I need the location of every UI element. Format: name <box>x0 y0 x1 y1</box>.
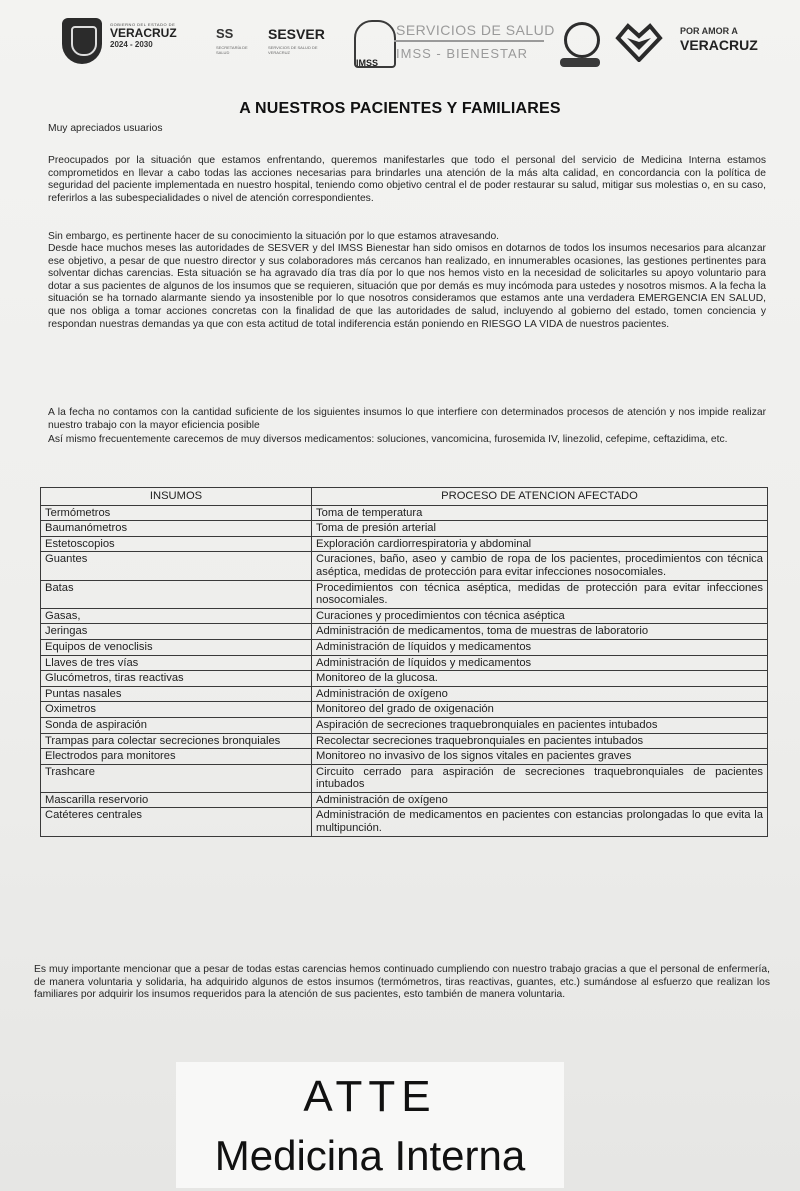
logo-strip <box>58 14 778 76</box>
insumo-cell: Trashcare <box>41 764 312 792</box>
insumo-cell: Electrodos para monitores <box>41 749 312 765</box>
table-row <box>41 608 768 624</box>
sesver-logo: SESVER <box>268 26 325 42</box>
insumo-cell: Oximetros <box>41 702 312 718</box>
supplies-table <box>40 487 768 837</box>
proceso-cell: Administración de medicamentos en pacientes con estancias prolongadas lo que evita la multipunción. <box>312 808 768 836</box>
insumo-cell: Llaves de tres vías <box>41 655 312 671</box>
paragraph-2: Sin embargo, es pertinente hacer de su conocimiento la situación por lo que estamos atravesando. <box>48 231 500 242</box>
table-row <box>41 749 768 765</box>
header-proceso: PROCESO DE ATENCION AFECTADO <box>312 488 768 506</box>
table-row <box>41 536 768 552</box>
proceso-cell: Aspiración de secreciones traquebronquiales en pacientes intubados <box>312 717 768 733</box>
proceso-cell: Curaciones y procedimientos con técnica aséptica <box>312 608 768 624</box>
insumo-cell: Guantes <box>41 552 312 580</box>
insumo-cell: Gasas, <box>41 608 312 624</box>
gov-years-text: 2024 - 2030 <box>110 40 153 49</box>
insumo-cell: Jeringas <box>41 624 312 640</box>
table-row <box>41 624 768 640</box>
insumo-cell: Sonda de aspiración <box>41 717 312 733</box>
table-row <box>41 808 768 836</box>
insumo-cell: Batas <box>41 580 312 608</box>
atte-text: ATTE <box>303 1072 437 1121</box>
proceso-cell: Toma de presión arterial <box>312 521 768 537</box>
imss-logo-text: IMSS <box>356 58 379 68</box>
proceso-cell: Monitoreo de la glucosa. <box>312 671 768 687</box>
insumo-cell: Baumanómetros <box>41 521 312 537</box>
table-row <box>41 655 768 671</box>
proceso-cell: Administración de oxígeno <box>312 792 768 808</box>
knot-tag-icon <box>560 58 600 67</box>
paragraph-3: Desde hace muchos meses las autoridades de SESVER y del IMSS Bienestar han sido omisos en dotarnos de todos los insumos necesarios para alcanzar ese objetivo, a pesar de que nuestro director y sus colaboradores más cercanos han realizado, en innumerables ocasiones, las gestiones pertinentes para solventar dichas carencias. Esta situación se ha agravado día tras día por lo que nos hemos visto en la necesidad de solicitarles su apoyo voluntario para dotar a sus pacientes de algunos de los insumos que se requieren, situación que por demás es muy incómoda para ustedes y nosotros mismos. A la fecha la situación se ha tornado alarmante siendo ya insostenible por lo que nosotros consideramos que estamos ante una verdadera EMERGENCIA EN SALUD, que nos obliga a tomar acciones concretas con la finalidad de que las autoridades de salud, incluyendo al gobierno del estado, tomen conciencia y respondan nuestras demandas ya que con esta actitud de total indiferencia están poniendo en RIESGO LA VIDA de nuestros pacientes. <box>48 243 766 330</box>
servicios-salud-text: SERVICIOS DE SALUD <box>396 22 555 38</box>
table-row <box>41 686 768 702</box>
table-row <box>41 792 768 808</box>
imss-bienestar-text: IMSS - BIENESTAR <box>396 46 529 61</box>
closing-paragraph: Es muy importante mencionar que a pesar de todas estas carencias hemos continuado cumpliendo con nuestro trabajo gracias a que el personal de enfermería, de manera voluntaria y solidaria, ha adquirido algunos de estos insumos (termómetros, tiras reactivas, guantes, etc.) sumándose al esfuerzo que realizan los familiares por adquirir los insumos requeridos para la atención de sus pacientes, esto también de manera voluntaria. <box>34 964 770 1001</box>
por-amor-text: POR AMOR A <box>680 26 738 36</box>
table-row <box>41 505 768 521</box>
ss-logo: SS <box>216 26 234 41</box>
cruz-knot-icon <box>564 22 600 58</box>
proceso-cell: Curaciones, baño, aseo y cambio de ropa de los pacientes, procedimientos con técnica aséptica, medidas de protección para evitar infecciones nosocomiales. <box>312 552 768 580</box>
insumo-cell: Equipos de venoclisis <box>41 639 312 655</box>
proceso-cell: Exploración cardiorrespiratoria y abdominal <box>312 536 768 552</box>
proceso-cell: Toma de temperatura <box>312 505 768 521</box>
table-row <box>41 552 768 580</box>
proceso-cell: Monitoreo no invasivo de los signos vitales en pacientes graves <box>312 749 768 765</box>
insumo-cell: Puntas nasales <box>41 686 312 702</box>
table-row <box>41 671 768 687</box>
proceso-cell: Monitoreo del grado de oxigenación <box>312 702 768 718</box>
paragraph-5: Así mismo frecuentemente carecemos de muy diversos medicamentos: soluciones, vancomicina, furosemida IV, linezolid, cefepime, ceftazidima, etc. <box>48 434 728 445</box>
insumo-cell: Termómetros <box>41 505 312 521</box>
table-row <box>41 733 768 749</box>
paragraph-4: A la fecha no contamos con la cantidad suficiente de los siguientes insumos lo que interfiere con determinados procesos de atención y nos impide realizar nuestro trabajo con la mayor eficiencia posible <box>48 407 766 431</box>
proceso-cell: Administración de líquidos y medicamentos <box>312 639 768 655</box>
ss-subtitle: SECRETARÍA DE SALUD <box>216 45 248 55</box>
proceso-cell: Administración de medicamentos, toma de muestras de laboratorio <box>312 624 768 640</box>
table-row <box>41 702 768 718</box>
gov-small-text: GOBIERNO DEL ESTADO DE <box>110 22 176 27</box>
table-row <box>41 717 768 733</box>
insumo-cell: Estetoscopios <box>41 536 312 552</box>
proceso-cell: Circuito cerrado para aspiración de secreciones traquebronquiales de pacientes intubados <box>312 764 768 792</box>
letter-title: A NUESTROS PACIENTES Y FAMILIARES <box>239 100 561 117</box>
gobierno-veracruz-logo <box>110 22 206 49</box>
table-row <box>41 521 768 537</box>
paragraph-1: Preocupados por la situación que estamos enfrentando, queremos manifestarles que todo el personal del servicio de Medicina Interna estamos comprometidos en llevar a cabo todas las acciones necesarias para brindarles una atención de la más alta calidad, en concordancia con la política de seguridad del paciente implementada en nuestro hospital, teniendo como objetivo central el de poder restaurar su salud, mitigar sus molestias o, en su caso, referirlos a las subespecialidades o nivel de atención correspondientes. <box>48 155 766 204</box>
table-row <box>41 764 768 792</box>
proceso-cell: Administración de líquidos y medicamentos <box>312 655 768 671</box>
table-row <box>41 639 768 655</box>
insumo-cell: Glucómetros, tiras reactivas <box>41 671 312 687</box>
department-signature: Medicina Interna <box>214 1132 526 1179</box>
salutation: Muy apreciados usuarios <box>48 123 163 134</box>
por-amor-state-text: VERACRUZ <box>680 37 758 53</box>
proceso-cell: Recolectar secreciones traquebronquiales en pacientes intubados <box>312 733 768 749</box>
proceso-cell: Administración de oxígeno <box>312 686 768 702</box>
gov-state-text: VERACRUZ <box>110 26 177 40</box>
header-insumos: INSUMOS <box>41 488 312 506</box>
insumo-cell: Trampas para colectar secreciones bronquiales <box>41 733 312 749</box>
veracruz-shield-icon <box>62 18 102 64</box>
sesver-subtitle: SERVICIOS DE SALUD DE VERACRUZ <box>268 45 318 55</box>
heart-icon <box>614 22 664 62</box>
table-row <box>41 580 768 608</box>
insumo-cell: Mascarilla reservorio <box>41 792 312 808</box>
proceso-cell: Procedimientos con técnica aséptica, medidas de protección para evitar infecciones nosocomiales. <box>312 580 768 608</box>
table-header-row <box>41 488 768 506</box>
imss-divider <box>394 40 544 42</box>
insumo-cell: Catéteres centrales <box>41 808 312 836</box>
